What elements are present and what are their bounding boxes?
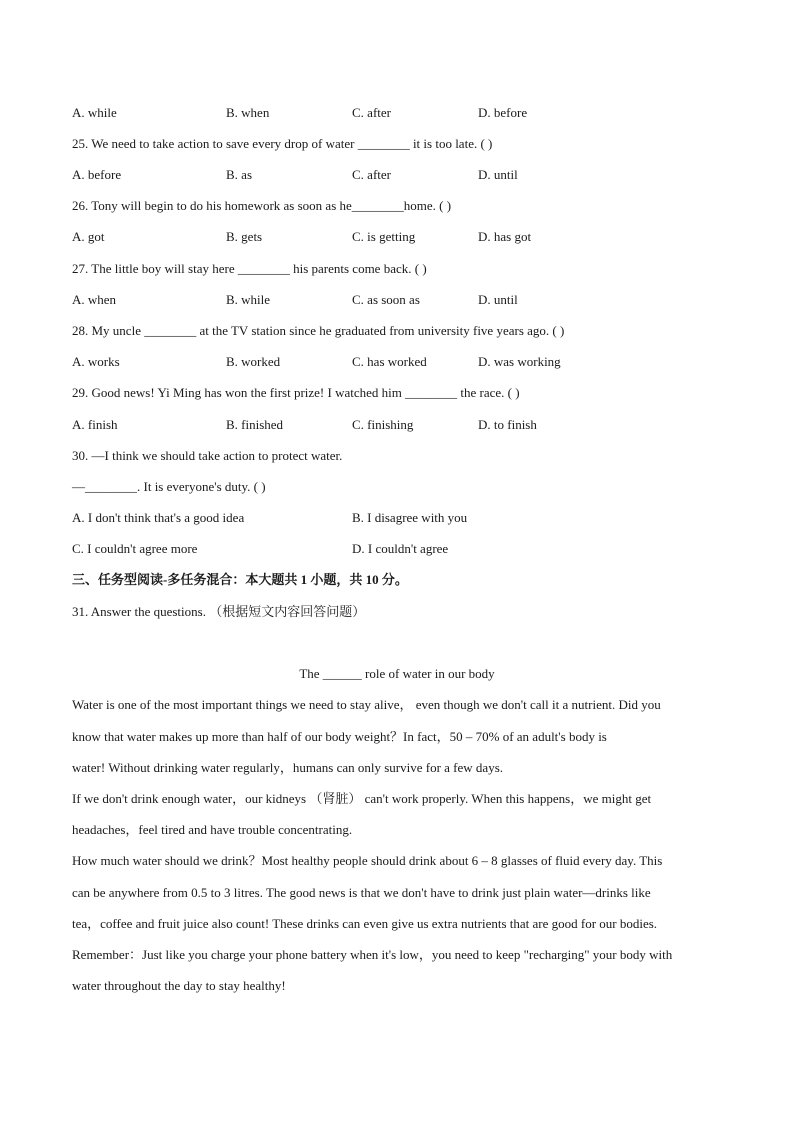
q25-option-c[interactable]: C. after xyxy=(352,167,391,182)
passage-line: headaches，feel tired and have trouble concentrating. xyxy=(72,822,353,837)
q24-option-c[interactable]: C. after xyxy=(352,105,391,120)
q25-option-d[interactable]: D. until xyxy=(478,167,518,182)
q28-option-c[interactable]: C. has worked xyxy=(352,354,427,369)
q24-option-b[interactable]: B. when xyxy=(226,105,270,120)
q25-option-a[interactable]: A. before xyxy=(72,167,122,182)
q28-stem: 28. My uncle ________ at the TV station since he graduated from university five years ago. ( ) xyxy=(72,323,565,338)
q29-option-d[interactable]: D. to finish xyxy=(478,417,537,432)
q27-option-c[interactable]: C. as soon as xyxy=(352,292,420,307)
passage-line: If we don't drink enough water，our kidneys （肾脏） can't work properly. When this happens，we might get xyxy=(72,791,652,806)
passage-line: Remember：Just like you charge your phone battery when it's low，you need to keep "recharging" your body with xyxy=(72,947,673,962)
q29-option-b[interactable]: B. finished xyxy=(226,417,284,432)
passage-line: water throughout the day to stay healthy! xyxy=(72,978,286,993)
passage-title: The ______ role of water in our body xyxy=(299,666,495,681)
q26-option-d[interactable]: D. has got xyxy=(478,229,532,244)
q26-option-b[interactable]: B. gets xyxy=(226,229,263,244)
q25-option-b[interactable]: B. as xyxy=(226,167,252,182)
q27-option-b[interactable]: B. while xyxy=(226,292,271,307)
passage-line: know that water makes up more than half of our body weight？In fact，50 – 70% of an adult's body is xyxy=(72,729,607,744)
q29-stem: 29. Good news! Yi Ming has won the first prize! I watched him ________ the race. ( ) xyxy=(72,385,520,400)
passage-line: tea，coffee and fruit juice also count! These drinks can even give us extra nutrients that are good for our bodies. xyxy=(72,916,658,931)
q29-option-c[interactable]: C. finishing xyxy=(352,417,414,432)
q30-stem: 30. —I think we should take action to protect water. xyxy=(72,448,343,463)
passage-line: can be anywhere from 0.5 to 3 litres. The good news is that we don't have to drink just plain water—drinks like xyxy=(72,885,651,900)
q27-option-a[interactable]: A. when xyxy=(72,292,117,307)
q28-option-a[interactable]: A. works xyxy=(72,354,120,369)
q27-stem: 27. The little boy will stay here ________ his parents come back. ( ) xyxy=(72,261,427,276)
passage-line: water! Without drinking water regularly，humans can only survive for a few days. xyxy=(72,760,503,775)
passage-line: Water is one of the most important things we need to stay alive， even though we don't call it a nutrient. Did you xyxy=(72,697,661,712)
q30-option-b[interactable]: B. I disagree with you xyxy=(352,510,468,525)
q26-option-a[interactable]: A. got xyxy=(72,229,105,244)
section-heading: 三、任务型阅读-多任务混合：本大题共 1 小题，共 10 分。 xyxy=(72,572,408,587)
passage-line: How much water should we drink？Most healthy people should drink about 6 – 8 glasses of fluid every day. This xyxy=(72,853,663,868)
q31-stem: 31. Answer the questions. （根据短文内容回答问题） xyxy=(72,604,366,619)
q24-option-a[interactable]: A. while xyxy=(72,105,117,120)
q28-option-b[interactable]: B. worked xyxy=(226,354,281,369)
q25-stem: 25. We need to take action to save every drop of water ________ it is too late. ( ) xyxy=(72,136,493,151)
q30-reply: —________. It is everyone's duty. ( ) xyxy=(72,479,266,494)
q30-option-d[interactable]: D. I couldn't agree xyxy=(352,541,449,556)
q30-option-a[interactable]: A. I don't think that's a good idea xyxy=(72,510,245,525)
q29-option-a[interactable]: A. finish xyxy=(72,417,118,432)
q28-option-d[interactable]: D. was working xyxy=(478,354,561,369)
q26-option-c[interactable]: C. is getting xyxy=(352,229,416,244)
q27-option-d[interactable]: D. until xyxy=(478,292,518,307)
q30-option-c[interactable]: C. I couldn't agree more xyxy=(72,541,198,556)
q26-stem: 26. Tony will begin to do his homework as soon as he________home. ( ) xyxy=(72,198,452,213)
q24-option-d[interactable]: D. before xyxy=(478,105,528,120)
